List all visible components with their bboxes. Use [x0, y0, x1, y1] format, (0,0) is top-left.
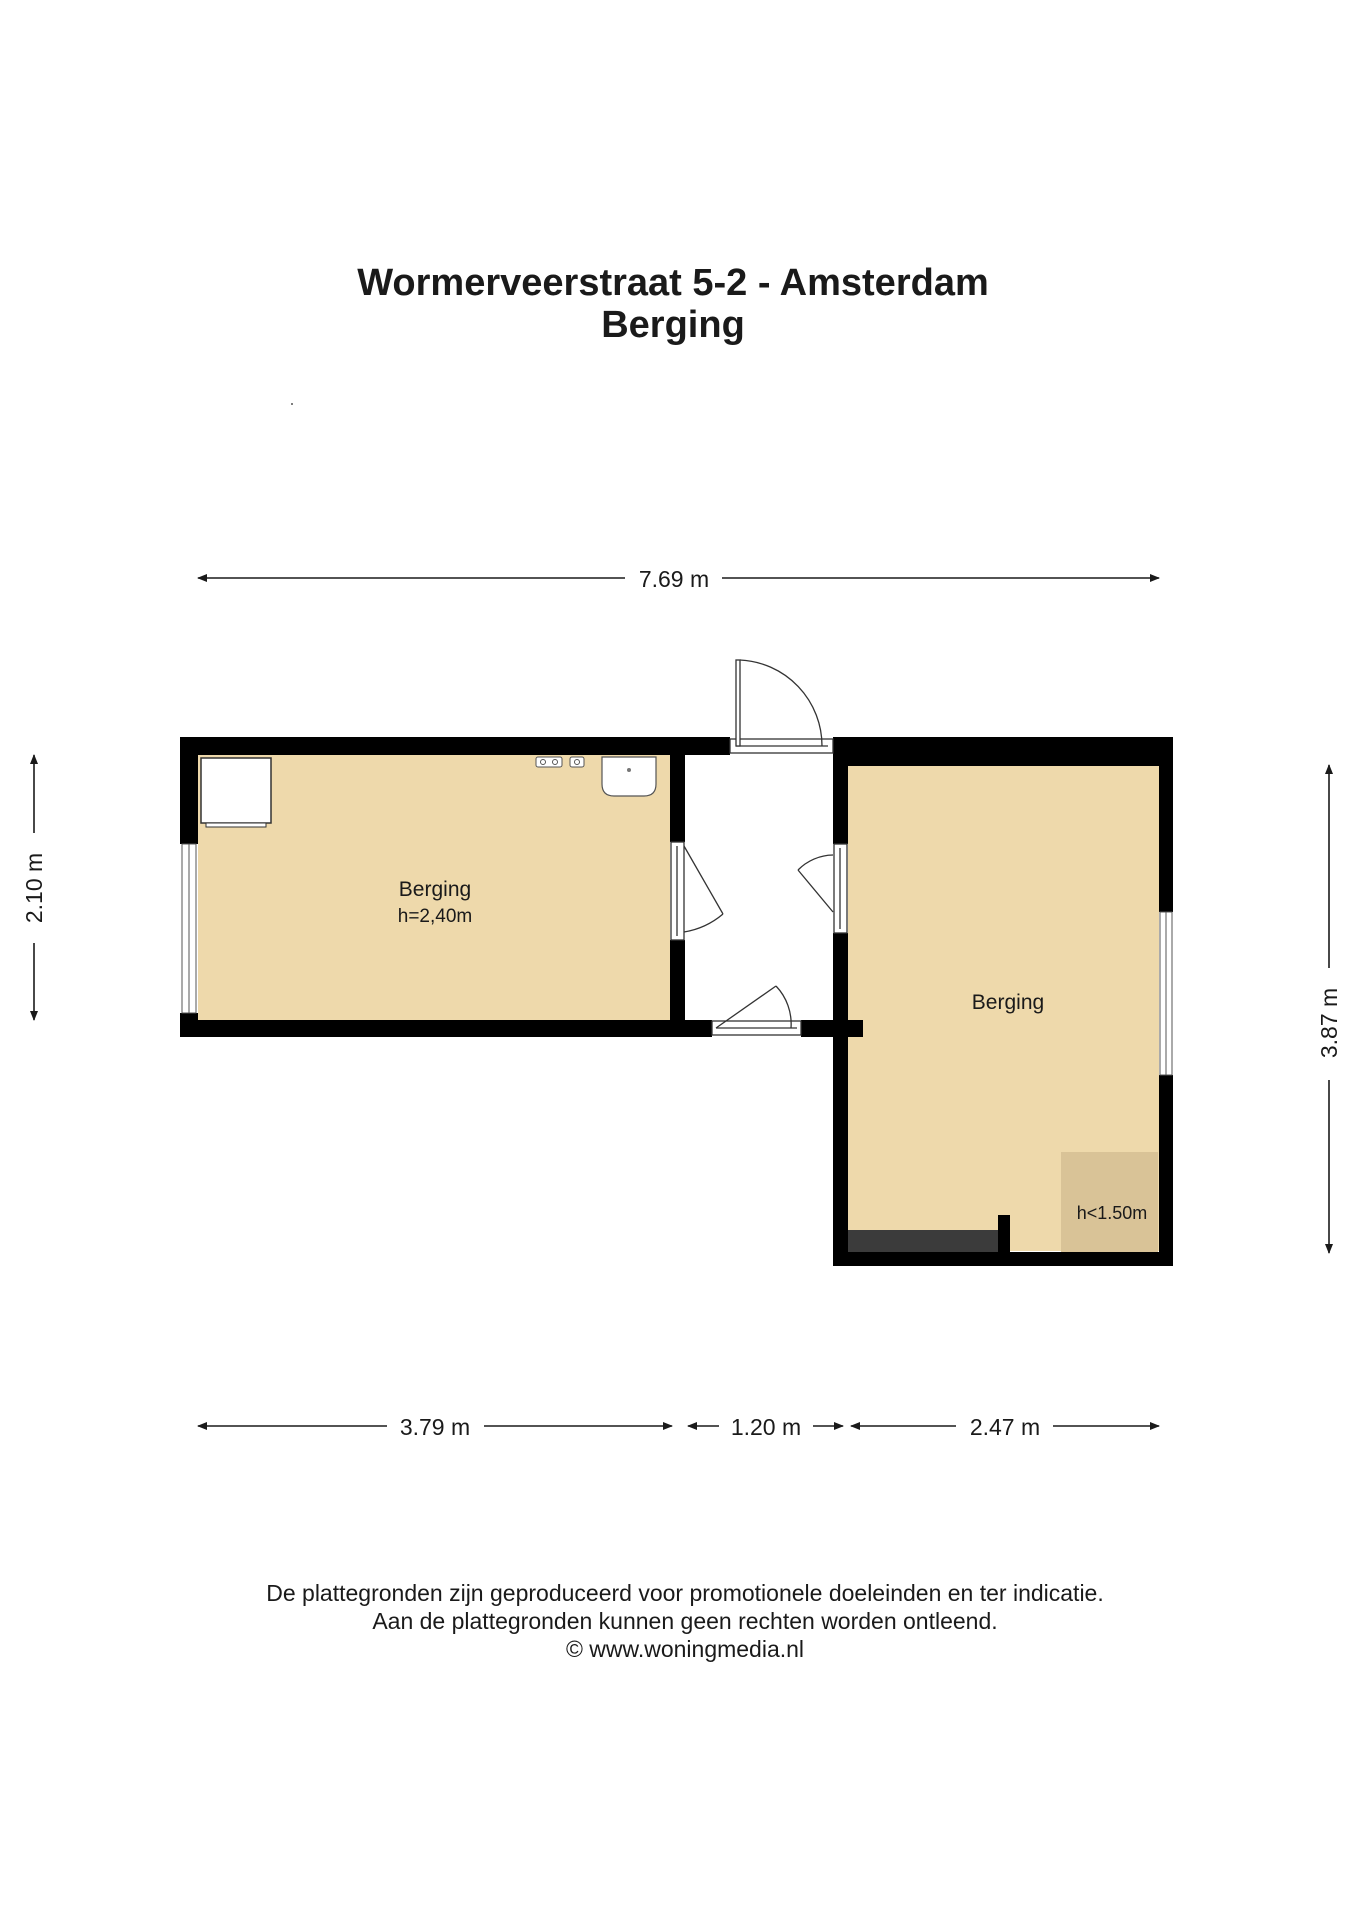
dimension-right-height	[1316, 765, 1342, 1253]
dimension-label: 2.10 m	[21, 852, 47, 924]
washing-machine	[201, 758, 271, 827]
corridor-floor	[685, 755, 847, 1020]
room-name-right: Berging	[971, 991, 1045, 1014]
dimension-label: 2.47 m	[969, 1414, 1041, 1440]
window-right	[1160, 912, 1172, 1075]
sink	[602, 757, 656, 796]
low-zone-label: h<1.50m	[1076, 1203, 1148, 1223]
dimension-segment-left	[198, 1414, 672, 1440]
stray-dot	[291, 403, 293, 405]
plan-title: Wormerveerstraat 5-2 - Amsterdam	[357, 262, 989, 304]
window-left	[182, 844, 196, 1013]
disclaimer-line-1: De plattegronden zijn geproduceerd voor promotionele doeleinden en ter indicatie.	[266, 1580, 1104, 1606]
dimension-total-width	[198, 566, 1159, 592]
room-height-left: h=2,40m	[397, 906, 473, 927]
disclaimer-line-2: Aan de plattegronden kunnen geen rechten worden ontleend.	[372, 1608, 998, 1634]
copyright-link[interactable]: © www.woningmedia.nl	[565, 1636, 805, 1662]
low-ceiling-zone	[1061, 1152, 1158, 1252]
door-entrance	[730, 660, 833, 753]
dimension-label: 3.87 m	[1316, 987, 1342, 1059]
dimension-label: 1.20 m	[730, 1414, 802, 1440]
plan-subtitle: Berging	[601, 304, 745, 346]
room-name-left: Berging	[398, 878, 472, 901]
dimension-segment-middle	[688, 1414, 843, 1440]
cabinet	[848, 1230, 998, 1252]
dimension-label: 7.69 m	[638, 566, 710, 592]
dimension-segment-right	[851, 1414, 1159, 1440]
dimension-left-height	[21, 755, 47, 1020]
dimension-label: 3.79 m	[399, 1414, 471, 1440]
taps	[536, 757, 584, 767]
